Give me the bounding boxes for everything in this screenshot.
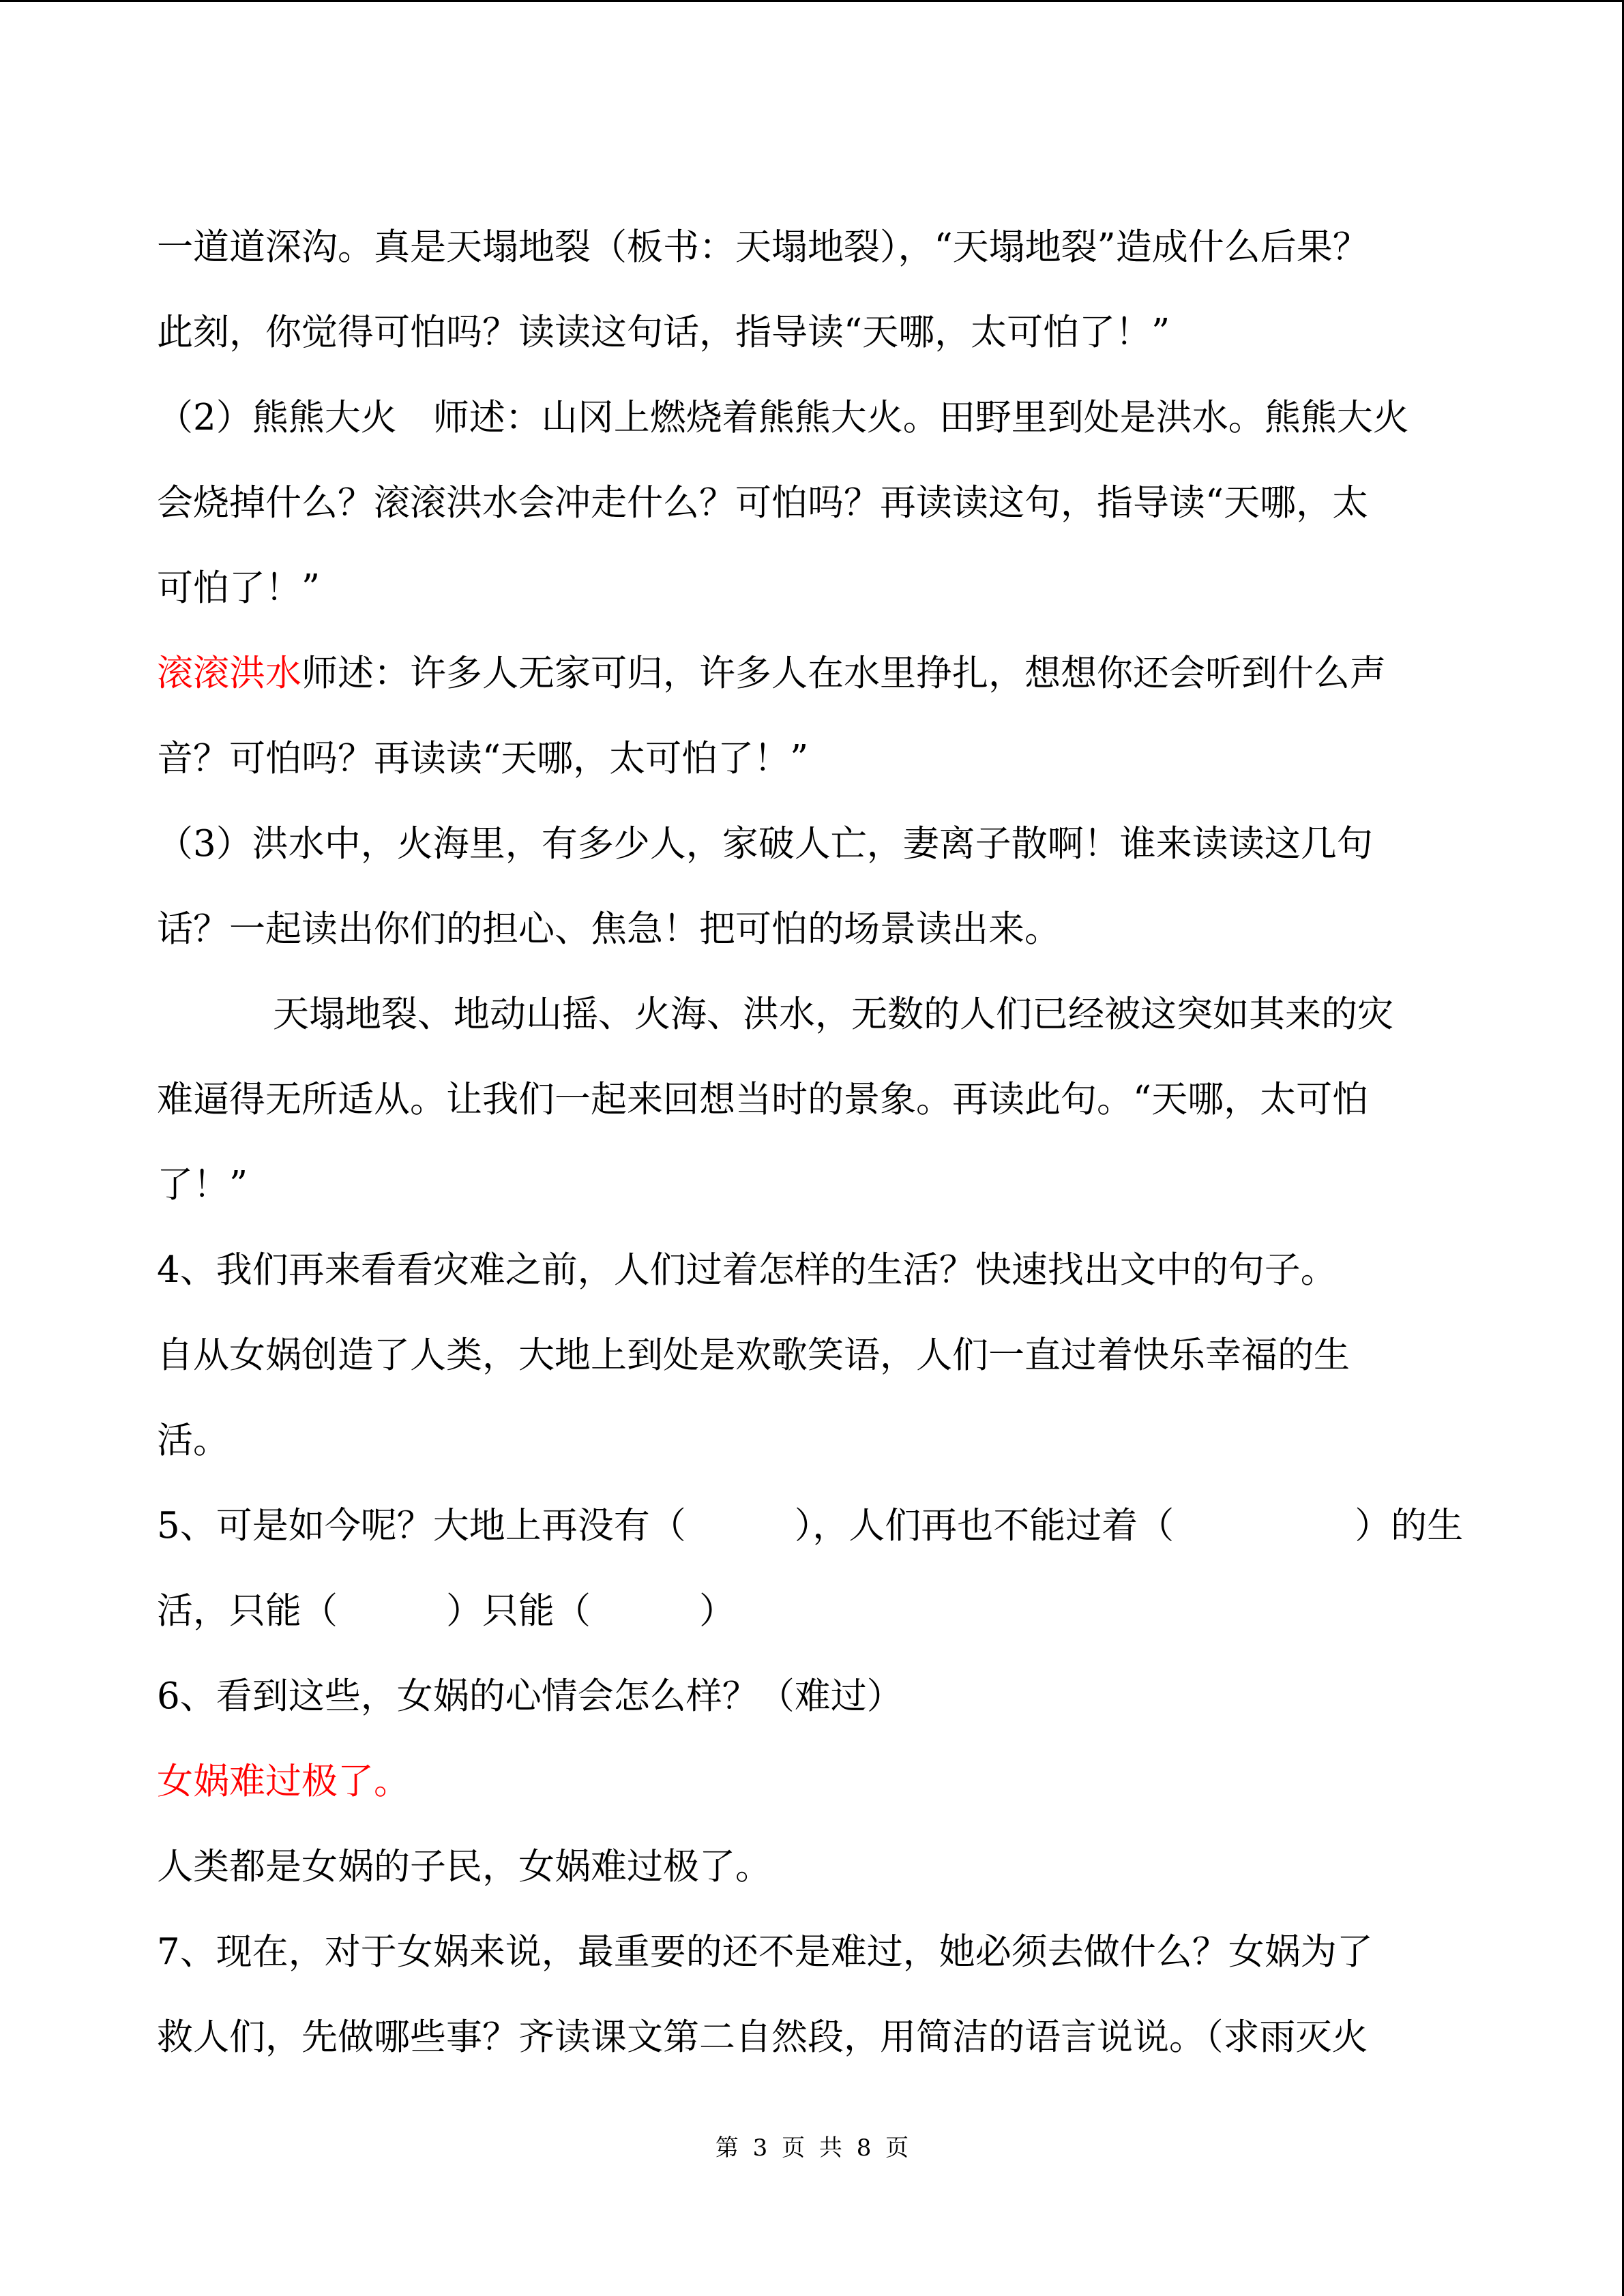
text-line-7: 音？可怕吗？再读读“天哪，太可怕了！” bbox=[157, 738, 809, 779]
text-line-22: 救人们，先做哪些事？齐读课文第二自然段，用简洁的语言说说。（求雨灭火 bbox=[157, 2016, 1368, 2058]
text-line-11: 难逼得无所适从。让我们一起来回想当时的景象。再读此句。“天哪，太可怕 bbox=[157, 1079, 1369, 1120]
text-line-19: 女娲难过极了。 bbox=[157, 1761, 410, 1802]
text-line-2: 此刻，你觉得可怕吗？读读这句话，指导读“天哪，太可怕了！” bbox=[157, 312, 1170, 353]
page-top-border bbox=[0, 0, 1624, 2]
text-line-5: 可怕了！” bbox=[157, 567, 321, 609]
document-body bbox=[157, 205, 1480, 2080]
text-line-8: （3）洪水中，火海里，有多少人，家破人亡，妻离子散啊！谁来读读这几句 bbox=[157, 823, 1373, 865]
text-line-13: 4、我们再来看看灾难之前，人们过着怎样的生活？快速找出文中的句子。 bbox=[157, 1249, 1337, 1291]
text-line-21: 7、现在，对于女娲来说，最重要的还不是难过，她必须去做什么？女娲为了 bbox=[157, 1931, 1373, 1973]
text-line-6-rest: 师述：许多人无家可归，许多人在水里挣扎，想想你还会听到什么声 bbox=[301, 653, 1386, 694]
text-line-6 bbox=[157, 631, 1480, 716]
text-line-16: 5、可是如今呢？大地上再没有（ ），人们再也不能过着（ ）的生 bbox=[157, 1505, 1464, 1547]
text-line-14: 自从女娲创造了人类，大地上到处是欢歌笑语，人们一直过着快乐幸福的生 bbox=[157, 1335, 1350, 1376]
text-line-20: 人类都是女娲的子民，女娲难过极了。 bbox=[157, 1846, 771, 1888]
text-line-3: （2）熊熊大火 师述：山冈上燃烧着熊熊大火。田野里到处是洪水。熊熊大火 bbox=[157, 397, 1409, 438]
text-line-17: 活，只能（ ）只能（ ） bbox=[157, 1590, 735, 1632]
text-line-15: 活。 bbox=[157, 1420, 229, 1461]
text-line-10: 天塌地裂、地动山摇、火海、洪水，无数的人们已经被这突如其来的灾 bbox=[273, 994, 1393, 1035]
text-line-18: 6、看到这些，女娲的心情会怎么样？（难过） bbox=[157, 1675, 903, 1717]
text-line-12: 了！” bbox=[157, 1164, 248, 1206]
page-footer: 第 3 页 共 8 页 bbox=[715, 2134, 909, 2162]
red-highlight-phrase: 滚滚洪水 bbox=[157, 653, 301, 694]
text-line-9: 话？一起读出你们的担心、焦急！把可怕的场景读出来。 bbox=[157, 908, 1061, 950]
text-line-1: 一道道深沟。真是天塌地裂（板书：天塌地裂），“天塌地裂”造成什么后果？ bbox=[157, 226, 1369, 268]
text-line-4: 会烧掉什么？滚滚洪水会冲走什么？可怕吗？再读读这句，指导读“天哪，太 bbox=[157, 482, 1369, 524]
